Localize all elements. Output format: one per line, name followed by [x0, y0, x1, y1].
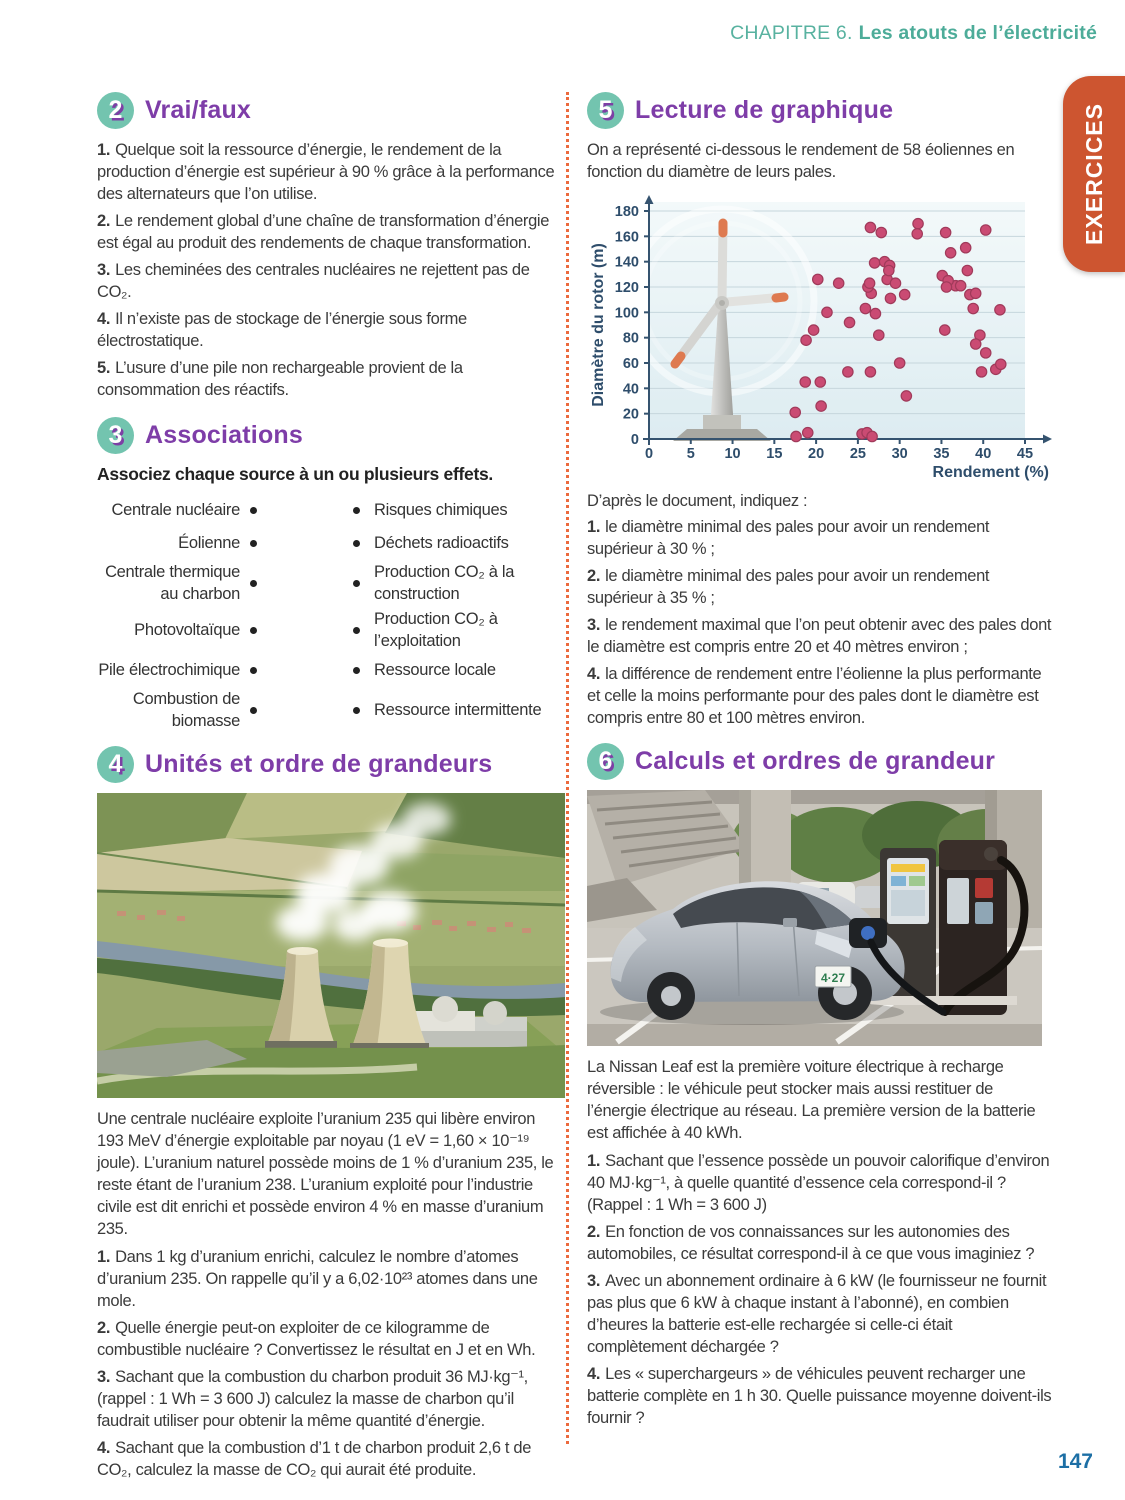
- question-item: [587, 1270, 1055, 1358]
- question-text: Le rendement global d’une chaîne de transformation d’énergie est égal au produit des rendements de chaque transformation.: [97, 212, 550, 252]
- exercise-6-badge: 6: [587, 743, 624, 780]
- exercise-5-title: Lecture de graphique: [635, 96, 894, 124]
- exercise-5-intro: On a représenté ci-dessous le rendement de 58 éoliennes en fonction du diamètre de leurs pales.: [587, 141, 1015, 181]
- effect-label: Production CO₂ à la construction: [374, 563, 515, 603]
- question-item: [97, 139, 565, 205]
- association-list: [97, 495, 565, 732]
- association-source: [97, 532, 257, 554]
- question-number: 5.: [97, 359, 111, 377]
- svg-text:40: 40: [622, 381, 639, 398]
- association-effect: [353, 608, 543, 652]
- question-item: [587, 1150, 1055, 1216]
- bullet-icon: [250, 540, 257, 547]
- question-number: 2.: [587, 1223, 601, 1241]
- association-effect: [353, 659, 543, 681]
- exercise-4-title: Unités et ordre de grandeurs: [145, 750, 493, 778]
- question-text: Quelle énergie peut-on exploiter de ce kilogramme de combustible nucléaire ? Convertissez le résultat en J et en Wh.: [97, 1319, 536, 1359]
- chapter-label: CHAPITRE 6.: [730, 22, 853, 44]
- question-item: [587, 516, 1055, 560]
- svg-text:5: 5: [686, 446, 695, 462]
- bullet-icon: [250, 580, 257, 587]
- source-label: Centrale nucléaire: [111, 501, 240, 519]
- association-effect: [353, 532, 543, 554]
- source-label: Combustion de biomasse: [132, 690, 240, 730]
- question-text: Sachant que la combustion d’1 t de charbon produit 2,6 t de CO₂, calculez la masse de CO₂ qui aurait été produite.: [97, 1439, 532, 1479]
- svg-text:15: 15: [766, 446, 783, 462]
- question-item: [97, 308, 565, 352]
- wind-turbine-chart: [587, 189, 1055, 486]
- effect-label: Ressource intermittente: [374, 701, 542, 719]
- svg-text:160: 160: [614, 229, 639, 246]
- question-item: [97, 357, 565, 401]
- question-item: [97, 259, 565, 303]
- question-item: [97, 210, 565, 254]
- exercices-tab-label: EXERCICES: [1080, 103, 1107, 245]
- question-number: 4.: [587, 665, 601, 683]
- bullet-icon: [353, 627, 360, 634]
- bullet-icon: [250, 667, 257, 674]
- exercise-3-badge: 3: [97, 417, 134, 454]
- effect-label: Production CO₂ à l’exploitation: [374, 610, 498, 650]
- scatter-chart-svg: [587, 189, 1057, 481]
- question-number: 4.: [97, 310, 111, 328]
- source-label: Centrale thermique au charbon: [105, 563, 240, 603]
- association-effect: [353, 499, 543, 521]
- question-number: 3.: [97, 1368, 111, 1386]
- side-mirror: [783, 918, 797, 927]
- exercise-5-questions: [587, 516, 1055, 729]
- exercise-4-intro: Une centrale nucléaire exploite l’uranium 235 qui libère environ 193 MeV d’énergie exploitable par noyau (1 eV = 1,60 × 10⁻¹⁹ joule). L’uranium naturel possède moins de 1 % d’uranium 235, le reste étant de l’uranium 238. L’uranium exploité pour l’industrie civile est dit enrichi et possède environ 4 % en masse d’uranium 235.: [97, 1110, 554, 1238]
- svg-text:0: 0: [644, 446, 654, 462]
- question-text: Sachant que l’essence possède un pouvoir calorifique d’environ 40 MJ·kg⁻¹, à quelle quantité d’essence cela correspond-il ? (Rappel : 1 Wh = 3 600 J): [587, 1152, 1050, 1214]
- question-number: 2.: [97, 1319, 111, 1337]
- exercices-tab: [1063, 76, 1125, 272]
- question-number: 3.: [587, 1272, 601, 1290]
- exercise-2-title: Vrai/faux: [145, 96, 252, 124]
- question-item: [587, 663, 1055, 729]
- question-number: 3.: [587, 616, 601, 634]
- question-number: 4.: [97, 1439, 111, 1457]
- question-number: 1.: [587, 518, 601, 536]
- effect-label: Ressource locale: [374, 661, 496, 679]
- effect-label: Risques chimiques: [374, 501, 508, 519]
- svg-text:120: 120: [614, 280, 639, 296]
- svg-text:20: 20: [808, 446, 825, 462]
- svg-text:100: 100: [614, 305, 639, 322]
- svg-text:20: 20: [622, 406, 639, 423]
- association-effect: [353, 561, 543, 605]
- bullet-icon: [250, 507, 257, 514]
- association-row: [97, 561, 565, 605]
- question-text: Sachant que la combustion du charbon produit 36 MJ·kg⁻¹, (rappel : 1 Wh = 3 600 J) calculez la masse de charbon qu’il faudrait utiliser pour obtenir la même quantité d’énergie.: [97, 1368, 528, 1430]
- exercise-3-header: [97, 417, 565, 454]
- svg-text:Diamètre du rotor (m): Diamètre du rotor (m): [590, 243, 607, 407]
- association-row: [97, 495, 565, 525]
- svg-text:80: 80: [622, 330, 639, 347]
- question-item: [97, 1437, 565, 1481]
- question-text: Avec un abonnement ordinaire à 6 kW (le fournisseur ne fournit pas plus que 6 kW à chaque instant à l’abonné), en combien d’heures la batterie est-elle rechargée si celle-ci était complètement déchargée ?: [587, 1272, 1047, 1356]
- svg-text:Rendement (%): Rendement (%): [932, 464, 1049, 481]
- question-text: L’usure d’une pile non rechargeable provient de la consommation des réactifs.: [97, 359, 463, 399]
- association-row: [97, 528, 565, 558]
- svg-text:60: 60: [622, 356, 639, 372]
- chapter-title: Les atouts de l’électricité: [858, 22, 1097, 44]
- question-item: [97, 1317, 565, 1361]
- question-number: 2.: [97, 212, 111, 230]
- association-source: [97, 688, 257, 732]
- svg-text:140: 140: [614, 254, 639, 271]
- svg-text:25: 25: [849, 446, 866, 462]
- right-column: [587, 92, 1055, 1434]
- question-item: [587, 565, 1055, 609]
- nissan-leaf-photo: [587, 790, 1042, 1046]
- source-label: Pile électrochimique: [98, 661, 240, 679]
- svg-text:45: 45: [1016, 446, 1034, 462]
- bullet-icon: [353, 507, 360, 514]
- question-text: Les cheminées des centrales nucléaires ne rejettent pas de CO₂.: [97, 261, 530, 301]
- association-source: [97, 619, 257, 641]
- exercise-4-header: [97, 746, 565, 783]
- bullet-icon: [353, 580, 360, 587]
- exercise-2-header: [97, 92, 565, 129]
- association-row: [97, 688, 565, 732]
- exercise-5-badge: 5: [587, 92, 624, 129]
- exercise-6-header: [587, 743, 1055, 780]
- nuclear-plant-photo: [97, 793, 565, 1098]
- bullet-icon: [353, 540, 360, 547]
- association-source: [97, 561, 257, 605]
- question-number: 1.: [97, 1248, 111, 1266]
- question-item: [587, 1363, 1055, 1429]
- question-text: Il n’existe pas de stockage de l’énergie sous forme électrostatique.: [97, 310, 467, 350]
- question-number: 1.: [587, 1152, 601, 1170]
- source-label: Éolienne: [178, 534, 240, 552]
- effect-label: Déchets radioactifs: [374, 534, 509, 552]
- question-item: [97, 1246, 565, 1312]
- question-text: la différence de rendement entre l’éolienne la plus performante et celle la moins performante pour des pales dont le diamètre est compris entre 80 et 100 mètres environ.: [587, 665, 1042, 727]
- question-text: En fonction de vos connaissances sur les autonomies des automobiles, ce résultat correspond-il à ce que vous imaginiez ?: [587, 1223, 1035, 1263]
- question-item: [97, 1366, 565, 1432]
- question-text: Dans 1 kg d’uranium enrichi, calculez le nombre d’atomes d’uranium 235. On rappelle qu’il y a 6,02·10²³ atomes dans une mole.: [97, 1248, 538, 1310]
- question-number: 4.: [587, 1365, 601, 1383]
- question-text: le diamètre minimal des pales pour avoir un rendement supérieur à 30 % ;: [587, 518, 990, 558]
- association-row: [97, 655, 565, 685]
- exercise-6-intro: La Nissan Leaf est la première voiture électrique à recharge réversible : le véhicule peut stocker mais aussi restituer de l’énergie électrique au réseau. La première version de la batterie est affichée à 40 kWh.: [587, 1058, 1036, 1142]
- bullet-icon: [353, 667, 360, 674]
- question-number: 2.: [587, 567, 601, 585]
- question-text: Quelque soit la ressource d’énergie, le rendement de la production d’énergie est supérieur à 90 % grâce à la performance des alternateurs que l’on utilise.: [97, 141, 555, 203]
- svg-text:0: 0: [630, 432, 639, 448]
- question-number: 3.: [97, 261, 111, 279]
- page-number: 147: [1057, 1450, 1093, 1473]
- question-number: 1.: [97, 141, 111, 159]
- exercise-4-badge: 4: [97, 746, 134, 783]
- exercise-5-header: [587, 92, 1055, 129]
- exercise-6-title: Calculs et ordres de grandeur: [635, 747, 996, 775]
- exercise-2-questions: [97, 139, 565, 401]
- license-plate-number: 4·27: [820, 971, 846, 985]
- exercise-5-prompt: D’après le document, indiquez :: [587, 492, 808, 510]
- exercise-3-instruction: Associez chaque source à un ou plusieurs effets.: [97, 464, 493, 484]
- column-divider: [566, 92, 569, 1444]
- svg-text:10: 10: [724, 446, 741, 462]
- association-source: [97, 659, 257, 681]
- association-effect: [353, 699, 543, 721]
- question-text: le diamètre minimal des pales pour avoir un rendement supérieur à 35 % ;: [587, 567, 990, 607]
- exercise-4-questions: [97, 1246, 565, 1481]
- chapter-header: [730, 22, 1097, 45]
- svg-text:40: 40: [975, 446, 992, 462]
- question-item: [587, 1221, 1055, 1265]
- exercise-2-badge: 2: [97, 92, 134, 129]
- exercise-6-questions: [587, 1150, 1055, 1429]
- association-row: [97, 608, 565, 652]
- association-source: [97, 499, 257, 521]
- question-text: Les « superchargeurs » de véhicules peuvent recharger une batterie complète en 1 h 30. Quelle puissance moyenne doivent-ils fournir ?: [587, 1365, 1052, 1427]
- svg-text:180: 180: [614, 204, 639, 220]
- left-column: [97, 92, 565, 1486]
- bullet-icon: [353, 707, 360, 714]
- bullet-icon: [250, 627, 257, 634]
- source-label: Photovoltaïque: [134, 621, 240, 639]
- question-item: [587, 614, 1055, 658]
- exercise-3-title: Associations: [145, 421, 304, 449]
- svg-text:30: 30: [891, 446, 908, 462]
- bullet-icon: [250, 707, 257, 714]
- svg-text:35: 35: [933, 446, 950, 462]
- question-text: le rendement maximal que l’on peut obtenir avec des pales dont le diamètre est compris entre 20 et 40 mètres environ ;: [587, 616, 1052, 656]
